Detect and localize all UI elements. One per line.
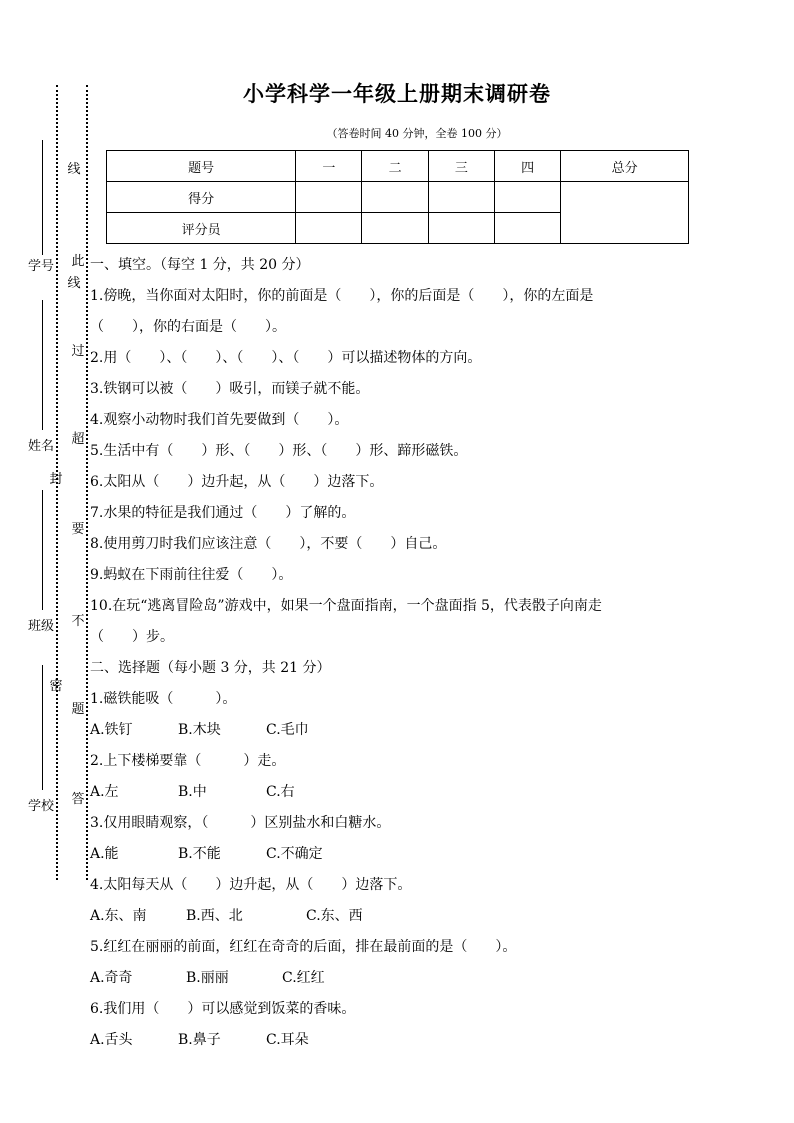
seal-char: 要	[71, 522, 85, 537]
question-line: （ ），你的右面是（ ）。	[90, 319, 286, 335]
seal-char: 超	[71, 432, 85, 447]
options-line	[90, 1025, 720, 1056]
option[interactable]: C.红红	[282, 970, 325, 986]
options-line	[90, 901, 720, 932]
question-line: 6.我们用（ ）可以感觉到饭菜的香味。	[90, 1001, 356, 1017]
seal-char: 线	[67, 276, 81, 291]
grader-cell[interactable]	[296, 213, 362, 244]
page-title: 小学科学一年级上册期末调研卷	[243, 82, 551, 106]
exam-content	[90, 250, 720, 1056]
option[interactable]: A.左	[90, 784, 119, 800]
question-line: 2.用（ ）、（ ）、（ ）、（ ）可以描述物体的方向。	[90, 350, 482, 366]
question-line: 4.太阳每天从（ ）边升起，从（ ）边落下。	[90, 877, 412, 893]
option[interactable]: B.木块	[178, 722, 221, 738]
question-line: 10.在玩“逃离冒险岛”游戏中，如果一个盘面指南，一个盘面指 5，代表骰子向南走	[90, 598, 602, 614]
option[interactable]: A.奇奇	[90, 970, 133, 986]
question-line: 5.红红在丽丽的前面，红红在奇奇的后面，排在最前面的是（ ）。	[90, 939, 517, 955]
row-label-grader: 评分员	[107, 213, 296, 244]
options-line	[90, 963, 720, 994]
option[interactable]: B.鼻子	[178, 1032, 221, 1048]
table-header-cell: 总分	[561, 151, 689, 182]
option[interactable]: A.舌头	[90, 1032, 133, 1048]
seal-char: 封	[49, 472, 63, 487]
question-line: 7.水果的特征是我们通过（ ）了解的。	[90, 505, 356, 521]
option[interactable]: C.耳朵	[266, 1032, 309, 1048]
table-header-row	[107, 151, 689, 182]
binding-label-name: 姓名	[28, 439, 55, 454]
option[interactable]: A.东、南	[90, 908, 147, 924]
question-line: （ ）步。	[90, 629, 174, 645]
binding-underline	[42, 140, 43, 255]
score-cell[interactable]	[296, 182, 362, 213]
table-header-cell: 一	[296, 151, 362, 182]
option[interactable]: C.不确定	[266, 846, 323, 862]
seal-char: 线	[67, 162, 81, 177]
binding-underline	[42, 665, 43, 790]
seal-char: 过	[71, 344, 85, 359]
table-header-cell: 题号	[107, 151, 296, 182]
score-cell[interactable]	[428, 182, 494, 213]
seal-char: 题	[71, 702, 85, 717]
binding-label-student-id: 学号	[28, 259, 55, 274]
question-line: 8.使用剪刀时我们应该注意（ ），不要（ ）自己。	[90, 536, 447, 552]
option[interactable]: B.西、北	[186, 908, 243, 924]
score-cell[interactable]	[362, 182, 428, 213]
grader-cell[interactable]	[362, 213, 428, 244]
question-line: 6.太阳从（ ）边升起，从（ ）边落下。	[90, 474, 384, 490]
section-heading: 一、填空。（每空 1 分，共 20 分）	[90, 257, 310, 273]
options-line	[90, 839, 720, 870]
question-line: 3.仅用眼睛观察，（ ）区别盐水和白糖水。	[90, 815, 391, 831]
score-table	[106, 150, 689, 244]
option[interactable]: A.铁钉	[90, 722, 133, 738]
seal-char: 此	[71, 254, 85, 269]
row-label-score: 得分	[107, 182, 296, 213]
option[interactable]: C.右	[266, 784, 295, 800]
grader-cell[interactable]	[428, 213, 494, 244]
total-score-cell[interactable]	[561, 182, 689, 244]
binding-label-school: 学校	[28, 799, 55, 814]
option[interactable]: A.能	[90, 846, 119, 862]
binding-underline	[42, 300, 43, 430]
score-cell[interactable]	[494, 182, 560, 213]
option[interactable]: C.东、西	[306, 908, 363, 924]
seal-char: 不	[71, 614, 85, 629]
question-line: 5.生活中有（ ）形、（ ）形、（ ）形、蹄形磁铁。	[90, 443, 468, 459]
exam-info: （答卷时间 40 分钟，全卷 100 分）	[326, 127, 508, 140]
binding-underline	[42, 490, 43, 610]
question-line: 1.傍晚，当你面对太阳时，你的前面是（ ），你的后面是（ ），你的左面是	[90, 288, 594, 304]
question-line: 2.上下楼梯要靠（ ）走。	[90, 753, 286, 769]
table-header-cell: 三	[428, 151, 494, 182]
binding-label-class: 班级	[28, 619, 55, 634]
table-header-cell: 四	[494, 151, 560, 182]
seal-char: 密	[49, 679, 63, 694]
seal-char: 答	[71, 792, 85, 807]
question-line: 4.观察小动物时我们首先要做到（ ）。	[90, 412, 349, 428]
section-heading: 二、选择题（每小题 3 分，共 21 分）	[90, 660, 331, 676]
binding-dotted-line	[86, 85, 88, 880]
question-line: 9.蚂蚁在下雨前往往爱（ ）。	[90, 567, 293, 583]
question-line: 3.铁钢可以被（ ）吸引，而镁子就不能。	[90, 381, 370, 397]
table-row	[107, 182, 689, 213]
grader-cell[interactable]	[494, 213, 560, 244]
option[interactable]: B.中	[178, 784, 207, 800]
options-line	[90, 715, 720, 746]
table-header-cell: 二	[362, 151, 428, 182]
option[interactable]: B.不能	[178, 846, 221, 862]
options-line	[90, 777, 720, 808]
option[interactable]: C.毛巾	[266, 722, 309, 738]
question-line: 1.磁铁能吸（ ）。	[90, 691, 237, 707]
option[interactable]: B.丽丽	[186, 970, 229, 986]
